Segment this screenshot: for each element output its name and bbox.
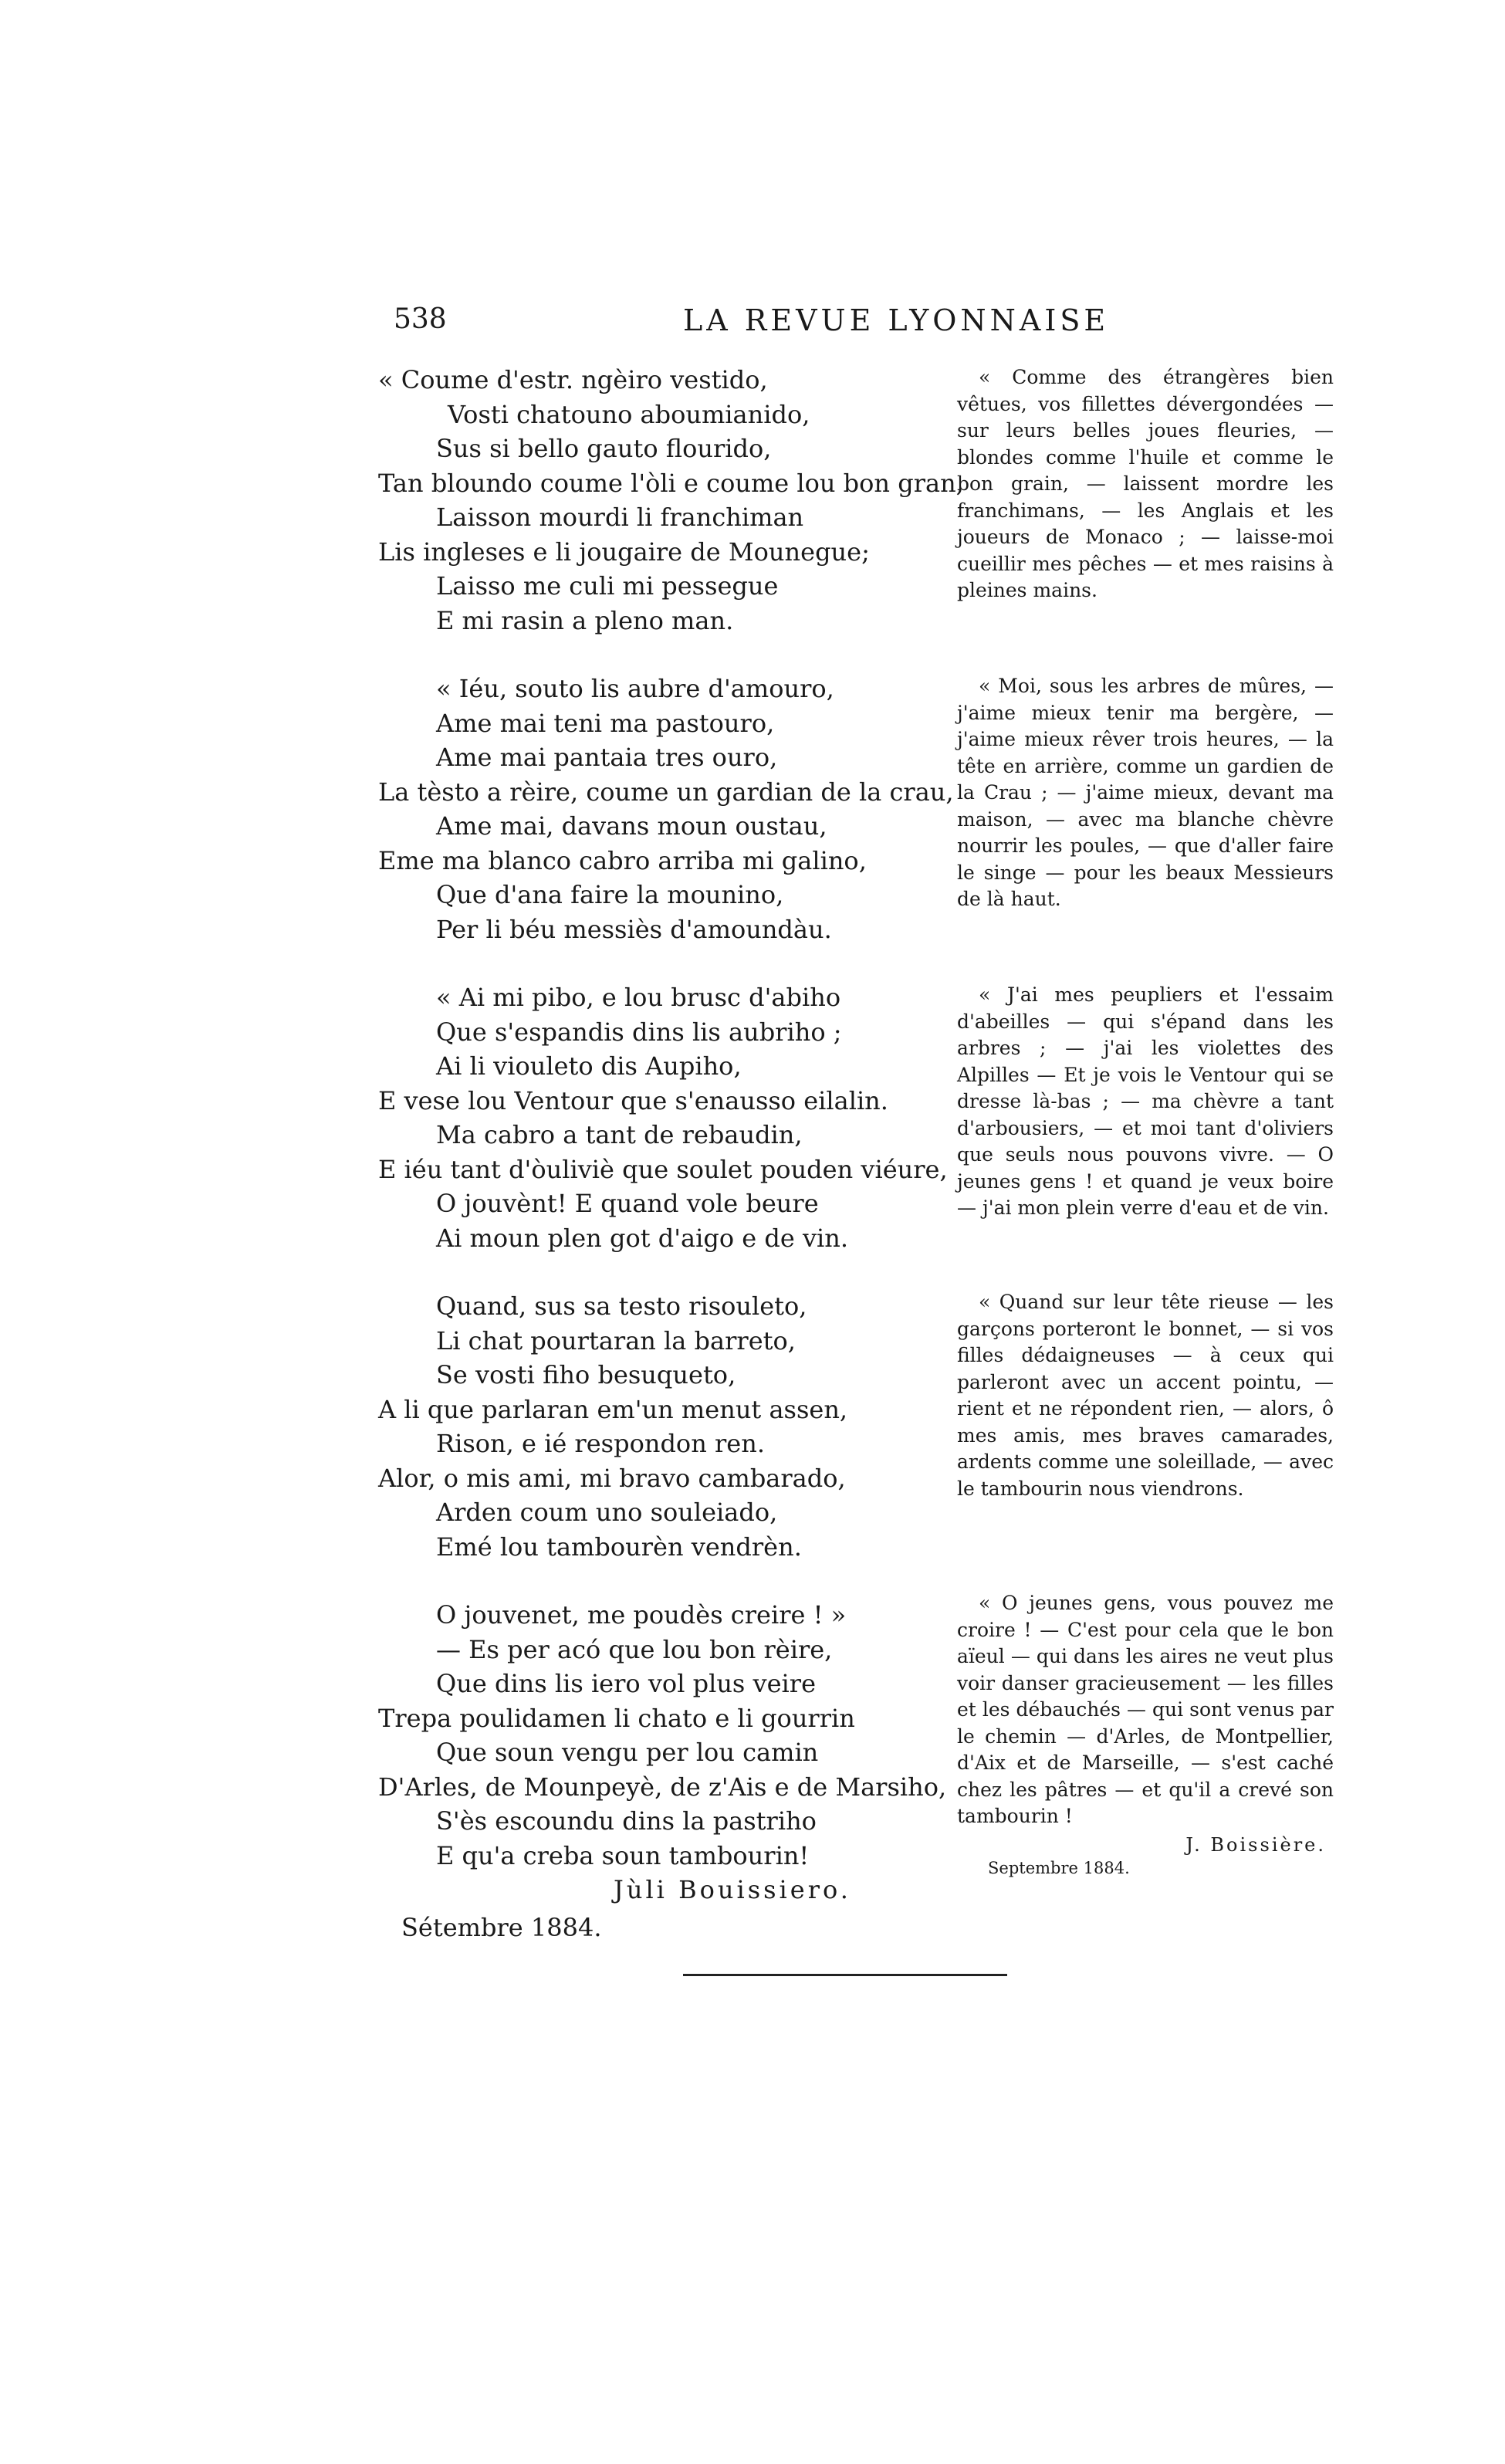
running-title: LA REVUE LYONNAISE — [683, 303, 1110, 337]
poem-line: Ai moun plen got d'aigo e de vin. — [436, 1223, 849, 1253]
poem-line: Vosti chatouno aboumianido, — [448, 399, 810, 429]
translation-block-4 — [957, 1289, 1334, 1502]
translation-paragraph: « Quand sur leur tête rieuse — les garçons porteront le bonnet, — si vos filles dédaigneuses — à ceux qui parleront avec un accent pointu, — rient et ne répondent rien, — alors, ô mes amis, mes braves camarades, ardents comme une soleillade, — avec le tambourin nous viendrons. — [957, 1291, 1334, 1500]
poem-line: O jouvènt! E quand vole beure — [436, 1189, 819, 1218]
poem-line: E vese lou Ventour que s'enausso eilalin. — [378, 1085, 888, 1115]
poem-line: Ame mai, davans moun oustau, — [436, 811, 827, 841]
poem-line: Arden coum uno souleiado, — [436, 1498, 778, 1527]
poem-line: Alor, o mis ami, mi bravo cambarado, — [378, 1463, 846, 1493]
poem-date: Sétembre 1884. — [401, 1912, 602, 1942]
translation-block-3 — [957, 982, 1334, 1222]
poem-stanza-5 — [378, 1598, 949, 1944]
poem-line: Ame mai teni ma pastouro, — [436, 708, 775, 738]
poem-line: « Coume d'estr. ngèiro vestido, — [378, 365, 768, 394]
poem-line: Laisso me culi mi pessegue — [436, 571, 779, 601]
translation-block-2 — [957, 673, 1334, 913]
poem-line: Ma cabro a tant de rebaudin, — [436, 1120, 803, 1149]
translation-signature: J. Boissière. — [1185, 1833, 1326, 1856]
poem-line: Que dins lis iero vol plus veire — [436, 1669, 816, 1698]
poem-line: Que soun vengu per lou camin — [436, 1738, 819, 1767]
poem-signature: Jùli Bouissiero. — [614, 1875, 851, 1904]
translation-paragraph: « Comme des étrangères bien vêtues, vos fillettes dévergondées — sur leurs belles joues fleuries, — blondes comme l'huile et comme le bon grain, — laissent mordre les franchimans, — les Anglais et les joueurs de Monaco ; — laisse-moi cueillir mes pêches — et mes raisins à pleines mains. — [957, 366, 1334, 601]
poem-line: D'Arles, de Mounpeyè, de z'Ais e de Marsiho, — [378, 1772, 947, 1802]
poem-line: Li chat pourtaran la barreto, — [436, 1325, 796, 1356]
poem-line: Ame mai pantaia tres ouro, — [436, 743, 778, 772]
poem-line: La tèsto a rèire, coume un gardian de la crau, — [378, 777, 954, 807]
poem-line: « Ai mi pibo, e lou brusc d'abiho — [436, 983, 841, 1012]
translation-paragraph: « J'ai mes peupliers et l'essaim d'abeilles — qui s'épand dans les arbres ; — j'ai les violettes des Alpilles — Et je vois le Ventour qui se dresse là-bas ; — ma chèvre a tant d'arbousiers, — et moi tant d'oliviers que seuls nous pouvons vivre. — O jeunes gens ! et quand je veux boire — j'ai mon plein verre d'eau et de vin. — [957, 983, 1334, 1219]
poem-line: Ai li viouleto dis Aupiho, — [436, 1051, 742, 1081]
translation-paragraph: « Moi, sous les arbres de mûres, — j'aime mieux tenir ma bergère, — j'aime mieux rêver trois heures, — la tête en arrière, comme un gardien de la Crau ; — j'aime mieux, devant ma maison, — avec ma blanche chèvre nourrir les poules, — que d'aller faire le singe — pour les beaux Messieurs de là haut. — [957, 675, 1334, 910]
poem-line: Sus si bello gauto flourido, — [436, 434, 772, 463]
poem-line: Que d'ana faire la mounino, — [436, 880, 784, 909]
translation-block-1 — [957, 364, 1334, 604]
poem-line: « Iéu, souto lis aubre d'amouro, — [436, 674, 834, 703]
poem-line: Emé lou tambourèn vendrèn. — [436, 1532, 802, 1562]
poem-stanza-1 — [378, 363, 964, 638]
poem-line: O jouvenet, me poudès creire ! » — [436, 1600, 847, 1630]
poem-line: E mi rasin a pleno man. — [436, 605, 734, 635]
page-header — [0, 303, 1505, 342]
poem-line: Laisson mourdi li franchiman — [436, 503, 804, 532]
poem-line: Quand, sus sa testo risouleto, — [436, 1291, 807, 1321]
poem-stanza-2 — [378, 672, 954, 946]
poem-line: S'ès escoundu dins la pastriho — [436, 1806, 817, 1836]
poem-line: Que s'espandis dins lis aubriho ; — [436, 1017, 842, 1047]
poem-line: Lis ingleses e li jougaire de Mounegue; — [378, 536, 870, 567]
translation-date: Septembre 1884. — [988, 1859, 1130, 1877]
poem-line: Eme ma blanco cabro arriba mi galino, — [378, 845, 867, 875]
poem-line: Rison, e ié respondon ren. — [436, 1429, 765, 1458]
poem-line: E qu'a creba soun tambourin! — [436, 1840, 810, 1870]
poem-stanza-3 — [378, 980, 949, 1255]
poem-line: A li que parlaran em'un menut assen, — [378, 1394, 848, 1424]
poem-line: — Es per acó que lou bon rèire, — [436, 1634, 833, 1664]
poem-line: Tan bloundo coume l'òli e coume lou bon gran, — [378, 468, 964, 498]
translation-block-5 — [957, 1590, 1334, 1882]
poem-line: E iéu tant d'òuliviè que soulet pouden viéure, — [378, 1154, 948, 1184]
poem-stanza-4 — [378, 1289, 949, 1564]
provencal-poem — [378, 363, 964, 1944]
page-number: 538 — [394, 303, 447, 335]
end-rule — [683, 1974, 1007, 1976]
poem-line: Se vosti fiho besuqueto, — [436, 1360, 736, 1389]
poem-line: Per li béu messiès d'amoundàu. — [436, 914, 832, 944]
translation-paragraph: « O jeunes gens, vous pouvez me croire ! — C'est pour cela que le bon aïeul — qui dans les aires ne veut plus voir danser gracieusement — les filles et les débauchés — qui sont venus par le chemin — d'Arles, de Montpellier, d'Aix et de Marseille, — s'est caché chez les pâtres — et qu'il a crevé son tambourin ! — [957, 1592, 1334, 1827]
poem-line: Trepa poulidamen li chato e li gourrin — [378, 1703, 855, 1733]
